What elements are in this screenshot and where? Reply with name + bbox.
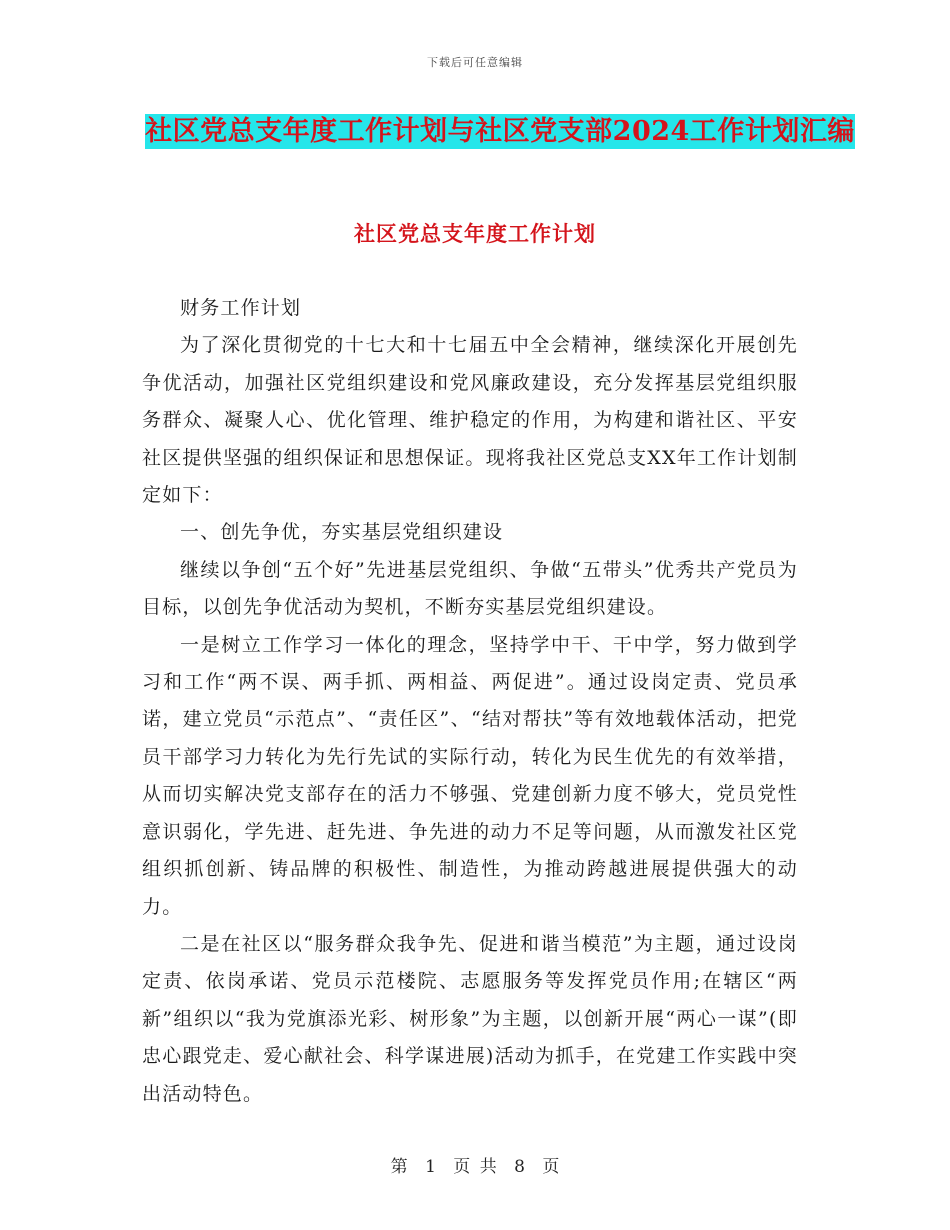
section-title: 社区党总支年度工作计划 bbox=[354, 221, 596, 246]
footer-total-pages: 8 bbox=[514, 1157, 525, 1177]
document-body bbox=[142, 290, 798, 1113]
paragraph: 继续以争创“五个好”先进基层党组织、争做“五带头”优秀共产党员为目标，以创先争优活动为契机，不断夯实基层党组织建设。 bbox=[142, 558, 798, 619]
paragraph: 一、创先争优，夯实基层党组织建设 bbox=[180, 521, 504, 544]
page-header-note: 下载后可任意编辑 bbox=[427, 56, 523, 69]
paragraph: 财务工作计划 bbox=[180, 297, 302, 319]
footer-current-page: 1 bbox=[425, 1157, 436, 1177]
document-title: 社区党总支年度工作计划与社区党支部2024工作计划汇编 bbox=[145, 116, 855, 147]
footer-middle: 页 共 bbox=[453, 1157, 497, 1177]
footer-suffix: 页 bbox=[542, 1157, 560, 1177]
paragraph: 为了深化贯彻党的十七大和十七届五中全会精神，继续深化开展创先争优活动，加强社区党组织建设和党风廉政建设，充分发挥基层党组织服务群众、凝聚人心、优化管理、维护稳定的作用，为构建和谐社区、平安社区提供坚强的组织保证和思想保证。现将我社区党总支XX年工作计划制定如下： bbox=[142, 334, 798, 507]
document-title-block bbox=[140, 110, 860, 157]
footer-prefix: 第 bbox=[390, 1157, 408, 1177]
paragraph: 一是树立工作学习一体化的理念，坚持学中干、干中学，努力做到学习和工作“两不误、两手抓、两相益、两促进”。通过设岗定责、党员承诺，建立党员“示范点”、“责任区”、“结对帮扶”等有效地载体活动，把党员干部学习力转化为先行先试的实际行动，转化为民生优先的有效举措，从而切实解决党支部存在的活力不够强、党建创新力度不够大，党员党性意识弱化，学先进、赶先进、争先进的动力不足等问题，从而激发社区党组织抓创新、铸品牌的积极性、制造性，为推动跨越进展提供强大的动力。 bbox=[142, 633, 798, 918]
page-footer bbox=[0, 1152, 950, 1177]
paragraph: 二是在社区以“服务群众我争先、促进和谐当模范”为主题，通过设岗定责、依岗承诺、党员示范楼院、志愿服务等发挥党员作用;在辖区“两新”组织以“我为党旗添光彩、树形象”为主题，以创新开展“两心一谋”(即忠心跟党走、爱心献社会、科学谋进展)活动为抓手，在党建工作实践中突出活动特色。 bbox=[142, 932, 798, 1105]
